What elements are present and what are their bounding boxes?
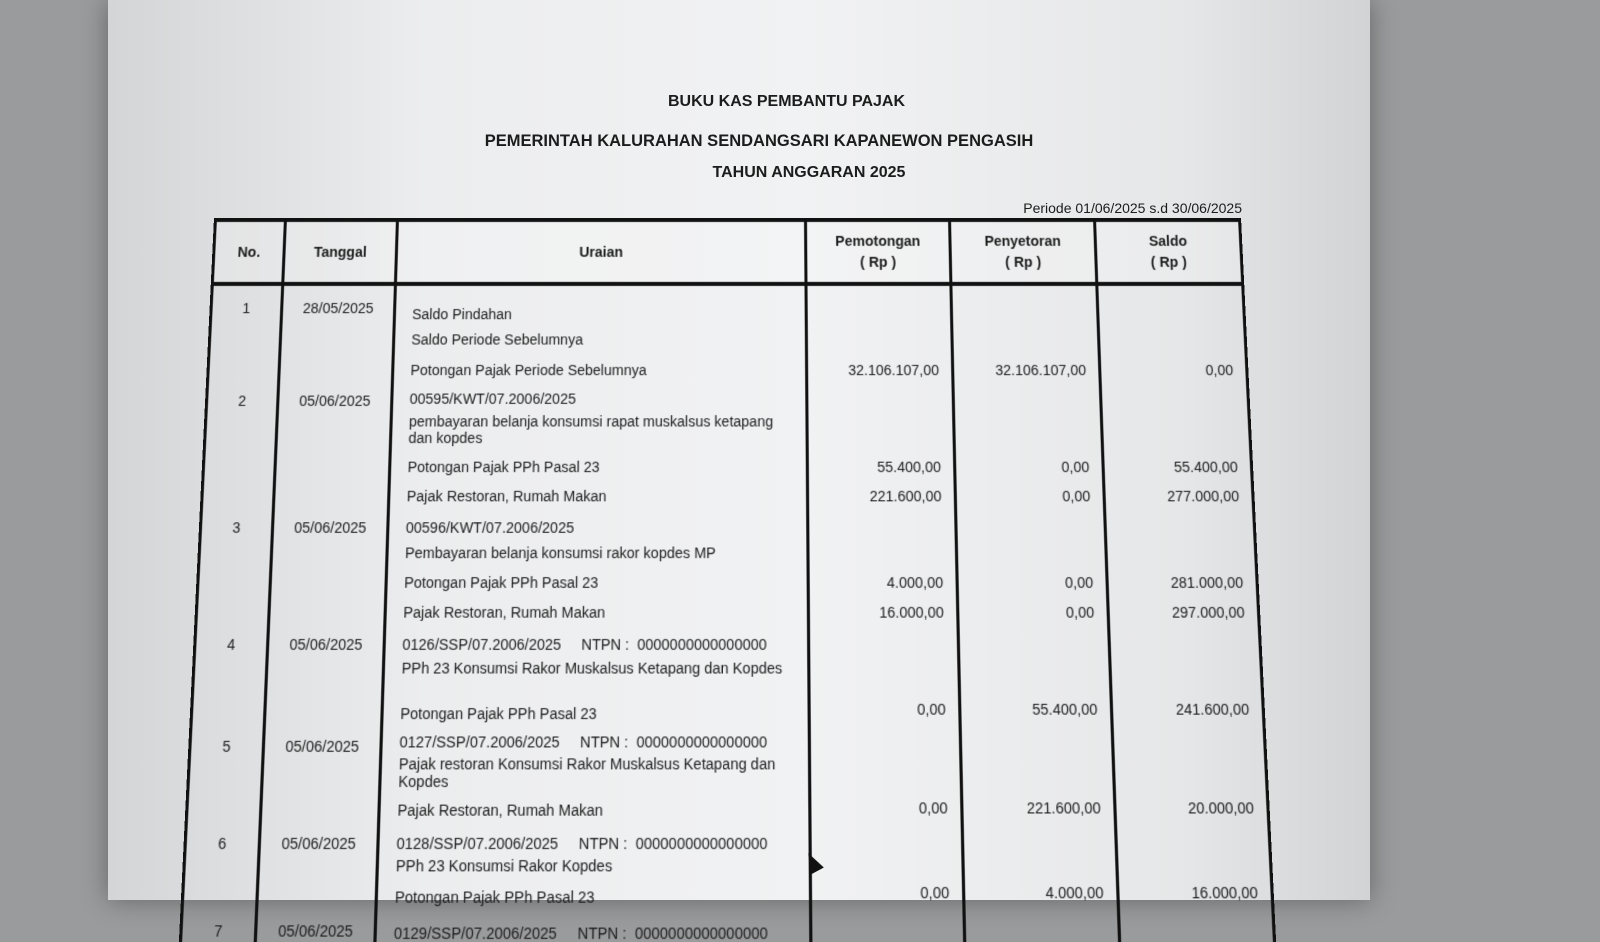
document-page [108,0,1370,942]
row-number: 1 [208,284,283,378]
row-pemotongan [810,819,964,906]
amount-value: 20.000,00 [1187,799,1255,817]
row-description [382,621,809,722]
row-pemotongan [808,504,958,620]
description-line: PPh 23 Konsumsi Rakor Kopdes [395,856,613,875]
row-penyetoran [964,906,1120,942]
amount-value: 32.106.107,00 [995,361,1087,379]
col-header-saldo [1095,220,1243,284]
description-line: 0127/SSP/07.2006/2025 NTPN : 0000000000000000 [399,733,768,751]
table-row [191,621,1264,722]
table-header-row [212,220,1242,284]
amount-value: 32.106.107,00 [848,361,940,379]
description-line: pembayaran belanja konsumsi rapat muskalsus ketapang dan kopdes [408,413,774,447]
description-line: 0126/SSP/07.2006/2025 NTPN : 0000000000000000 [402,635,767,654]
row-pemotongan [811,906,965,942]
amount-value: 55.400,00 [877,458,942,476]
amount-value: 0,00 [918,799,948,817]
description-line: 0129/SSP/07.2006/2025 NTPN : 0000000000000000 [393,924,768,942]
row-description [376,819,811,906]
fiscal-year: TAHUN ANGGARAN 2025 [712,164,906,181]
row-date: 05/06/2025 [255,906,376,942]
description-line: Pembayaran belanja konsumsi rakor kopdes MP [404,544,716,562]
row-saldo [1112,722,1269,819]
tax-ledger-table [179,218,1276,942]
row-pemotongan [807,378,956,504]
row-description [385,504,809,620]
description-line: 00595/KWT/07.2006/2025 [409,390,577,407]
table-row [202,378,1254,504]
row-description [375,906,811,942]
row-saldo [1108,621,1263,722]
col-header-pemotongan-unit: ( Rp ) [860,253,897,270]
col-header-saldo-label: Saldo [1148,232,1188,249]
row-saldo [1097,284,1247,378]
amount-value: 0,00 [917,700,946,718]
table-row [186,722,1268,819]
col-header-tanggal: Tanggal [283,220,398,284]
document-title: BUKU KAS PEMBANTU PAJAK [667,93,906,110]
amount-value: 241.600,00 [1175,700,1250,718]
row-saldo [1118,906,1274,942]
amount-value: 4.000,00 [886,573,944,591]
description-line: 0128/SSP/07.2006/2025 NTPN : 0000000000000000 [396,834,768,853]
row-penyetoran [962,819,1118,906]
row-number: 3 [196,504,274,620]
amount-value: 0,00 [1062,487,1091,505]
row-saldo [1100,378,1253,504]
amount-value: 4.000,00 [1045,883,1104,902]
row-description [389,378,808,504]
col-header-penyetoran-label: Penyetoran [984,232,1062,249]
institution-name: PEMERINTAH KALURAHAN SENDANGSARI KAPANEWON PENGASIH [484,132,1034,150]
row-number: 7 [180,906,256,942]
amount-value: 16.000,00 [1191,883,1259,902]
tax-type: Pajak Restoran, Rumah Makan [406,487,607,505]
amount-value: 0,00 [1064,573,1094,591]
row-date: 05/06/2025 [274,378,393,504]
row-penyetoran [960,722,1115,819]
col-header-saldo-unit: ( Rp ) [1150,253,1188,270]
tax-type: Potongan Pajak Periode Sebelumnya [410,361,647,379]
row-number: 5 [186,722,264,819]
row-saldo [1104,504,1259,620]
row-number: 2 [202,378,279,504]
amount-value: 277.000,00 [1166,487,1240,505]
tax-type: Pajak Restoran, Rumah Makan [403,603,606,621]
row-date: 05/06/2025 [257,819,379,906]
table-row [182,819,1273,906]
amount-value: 221.600,00 [869,487,942,505]
amount-value: 0,00 [1205,361,1234,379]
table-row [208,284,1247,378]
row-penyetoran [956,504,1109,620]
amount-value: 55.400,00 [1173,458,1239,476]
row-pemotongan [809,722,962,819]
row-description [379,722,810,819]
tax-type: Pajak Restoran, Rumah Makan [397,801,604,820]
amount-value: 0,00 [920,883,950,902]
tax-type: Potongan Pajak PPh Pasal 23 [403,573,599,591]
row-saldo [1115,819,1272,906]
description-line: Pajak restoran Konsumsi Rakor Muskalsus Ketapang dan Kopdes [398,755,776,791]
row-penyetoran [951,284,1100,378]
tax-type: Potongan Pajak PPh Pasal 23 [407,458,600,476]
row-date: 05/06/2025 [264,621,384,722]
row-date: 05/06/2025 [269,504,389,620]
row-pemotongan [808,621,960,722]
amount-value: 281.000,00 [1170,573,1244,591]
period-range: Periode 01/06/2025 s.d 30/06/2025 [1023,200,1242,216]
row-number: 6 [182,819,260,906]
amount-value: 16.000,00 [879,603,944,621]
description-line: Saldo Periode Sebelumnya [411,331,584,348]
row-date: 28/05/2025 [279,284,396,378]
table-row [196,504,1259,620]
row-penyetoran [953,378,1105,504]
table-row [180,906,1274,942]
description-line: 00596/KWT/07.2006/2025 [405,519,575,536]
col-header-no: No. [212,220,285,284]
col-header-penyetoran [950,220,1097,284]
row-description [393,284,807,378]
description-line: Saldo Pindahan [411,306,513,323]
row-number: 4 [191,621,269,722]
col-header-penyetoran-unit: ( Rp ) [1005,253,1042,270]
row-date: 05/06/2025 [260,722,381,819]
row-pemotongan [806,284,953,378]
col-header-pemotongan [806,220,951,284]
row-penyetoran [958,621,1112,722]
amount-value: 55.400,00 [1031,700,1098,718]
amount-value: 0,00 [1065,603,1095,621]
amount-value: 221.600,00 [1026,799,1101,817]
description-line: PPh 23 Konsumsi Rakor Muskalsus Ketapang dan Kopdes [401,659,783,677]
col-header-uraian: Uraian [395,220,806,284]
amount-value: 297.000,00 [1171,603,1245,621]
tax-type: Potongan Pajak PPh Pasal 23 [394,888,595,907]
amount-value: 0,00 [1061,458,1090,476]
col-header-pemotongan-label: Pemotongan [835,232,921,249]
tax-type: Potongan Pajak PPh Pasal 23 [400,704,597,723]
